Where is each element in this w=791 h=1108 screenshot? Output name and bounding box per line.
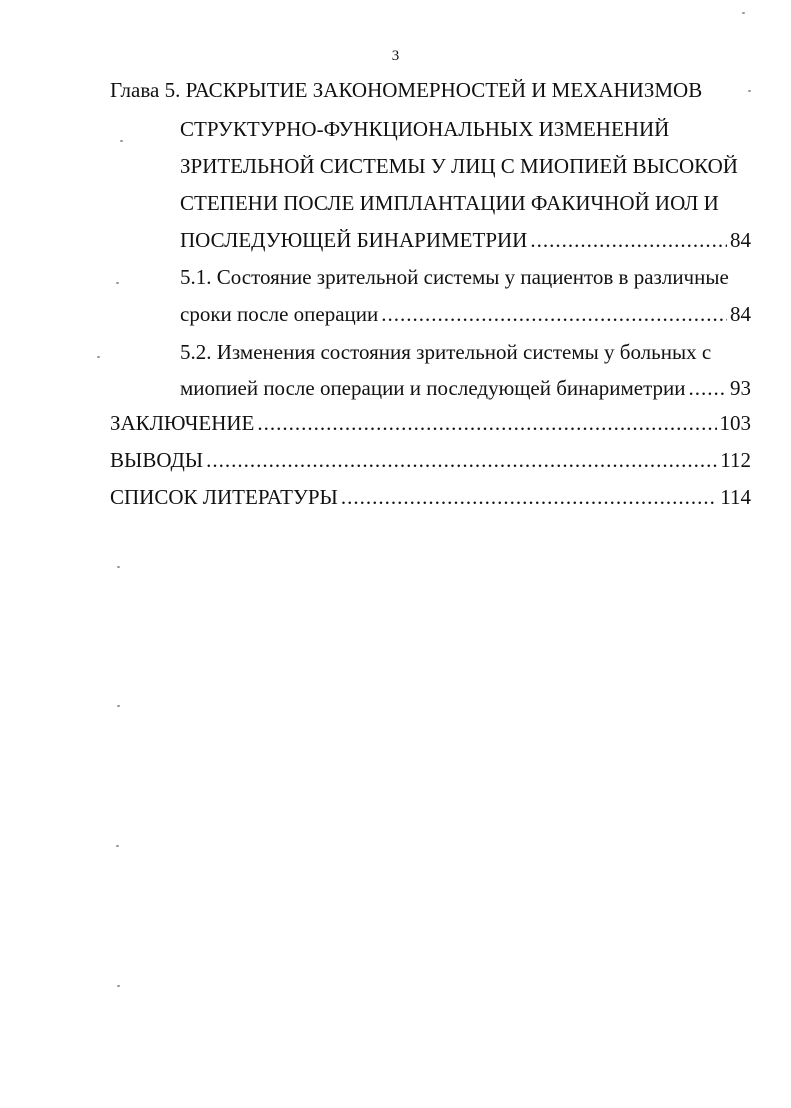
toc-chapter5-line-1: Глава 5. РАСКРЫТИЕ ЗАКОНОМЕРНОСТЕЙ И МЕХАНИЗМОВ <box>110 78 703 102</box>
toc-section5-1-line-1: 5.1. Состояние зрительной системы у пациентов в различные <box>180 265 729 289</box>
toc-entry-chapter5[interactable] <box>180 222 751 259</box>
toc-entry-title: ПОСЛЕДУЮЩЕЙ БИНАРИМЕТРИИ <box>180 228 528 252</box>
toc-entry-section5-2[interactable] <box>180 370 751 407</box>
scan-speck <box>117 705 120 707</box>
toc-entry-title: миопией после операции и последующей бинариметрии <box>180 376 686 400</box>
toc-entry-title: сроки после операции <box>180 302 379 326</box>
toc-chapter5-line-3: ЗРИТЕЛЬНОЙ СИСТЕМЫ У ЛИЦ С МИОПИЕЙ ВЫСОКОЙ <box>180 154 738 178</box>
toc-entry-section5-1[interactable] <box>180 296 751 333</box>
toc-entry-findings[interactable] <box>110 442 751 479</box>
toc-entry-title: ВЫВОДЫ <box>110 448 204 472</box>
toc-chapter5-line-4: СТЕПЕНИ ПОСЛЕ ИМПЛАНТАЦИИ ФАКИЧНОЙ ИОЛ И <box>180 191 719 215</box>
toc-page-number: 103 <box>719 411 751 435</box>
toc-entry-title: СПИСОК ЛИТЕРАТУРЫ <box>110 485 338 509</box>
toc-chapter5-line-2: СТРУКТУРНО-ФУНКЦИОНАЛЬНЫХ ИЗМЕНЕНИЙ <box>180 117 670 141</box>
toc-entry-references[interactable] <box>110 479 751 516</box>
leader-dots <box>341 479 717 516</box>
toc-page-number: 112 <box>720 448 751 472</box>
leader-dots <box>257 405 716 442</box>
toc-entry-conclusion[interactable] <box>110 405 751 442</box>
leader-dots <box>688 370 727 407</box>
scan-speck <box>117 985 120 987</box>
toc-section5-2-line-1: 5.2. Изменения состояния зрительной системы у больных с <box>180 340 712 364</box>
scan-speck <box>117 566 120 568</box>
scan-speck <box>116 845 119 847</box>
leader-dots <box>530 222 727 259</box>
toc-page-number: 84 <box>730 302 751 326</box>
leader-dots <box>381 296 727 333</box>
scan-speck <box>97 356 100 358</box>
toc-page-number: 93 <box>730 376 751 400</box>
scan-speck <box>120 140 123 142</box>
toc-page-number: 84 <box>730 228 751 252</box>
toc-entry-title: ЗАКЛЮЧЕНИЕ <box>110 411 255 435</box>
leader-dots <box>206 442 717 479</box>
scan-speck <box>748 90 751 92</box>
toc-page-number: 114 <box>720 485 751 509</box>
page-number: 3 <box>391 48 400 64</box>
scan-speck <box>742 12 745 14</box>
scan-speck <box>116 282 119 284</box>
